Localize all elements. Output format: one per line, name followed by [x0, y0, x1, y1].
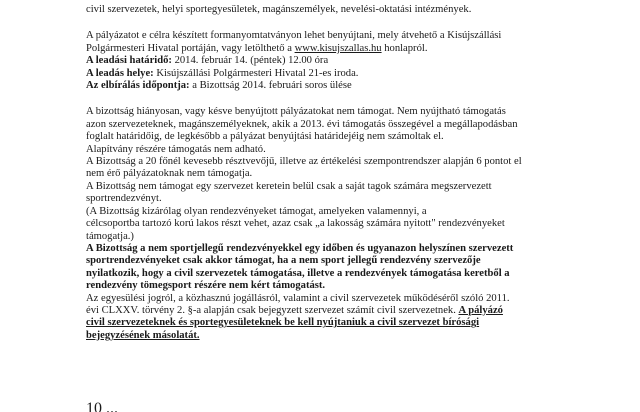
rules-line: A Bizottság a 20 főnél kevesebb résztvevőjű, illetve az értékelési szempontrendszer alapján 6 pontot el	[86, 156, 522, 168]
closing-bold-text: civil szervezeteknek és sportegyesületeknek be kell nyújtaniuk a civil szervezet bírósági	[86, 317, 480, 329]
bold-paragraph-line	[86, 243, 600, 255]
deadline-line	[86, 55, 600, 67]
website-link[interactable]: www.kisujszallas.hu	[294, 42, 382, 54]
judging-value: a Bizottság 2014. februári soros ülése	[189, 80, 352, 92]
closing-line-4	[86, 330, 600, 342]
bold-paragraph-line	[86, 280, 600, 292]
closing-line-1: Az egyesülési jogról, a közhasznú jogállásról, valamint a civil szervezetek működéséről szóló 2011.	[86, 292, 510, 304]
submit-paragraph-text: Polgármesteri Hivatal portáján, vagy letölthető a	[86, 42, 295, 54]
intro-line: civil szervezetek, helyi sportegyesületek, magánszemélyek, nevelési-oktatási intézmények.	[86, 4, 472, 15]
rules-line: célcsoportba tartozó korú lakos részt vehet, azaz csak „a lakosság számára nyitott" rendezvényeket	[86, 218, 505, 230]
rules-line: Alapítvány részére támogatás nem adható.	[86, 143, 266, 155]
cutoff-line	[86, 400, 526, 412]
bold-paragraph-text: nyilatkozik, hogy a civil szervezetek támogatása, illetve a rendezvények támogatása keretből a	[86, 267, 510, 279]
deadline-label: A leadási határidő:	[86, 55, 172, 67]
rules-line: nem érő pályázatoknak nem támogatja.	[86, 168, 253, 180]
closing-text: évi CLXXV. törvény 2. §-a alapján csak bejegyzett szervezet számít civil szervezetnek.	[86, 304, 459, 316]
bold-paragraph-line	[86, 268, 600, 280]
rules-line: támogatja.)	[86, 230, 134, 242]
bold-paragraph-text: sportrendezvényeket csak akkor támogat, ha a nem sport jellegű rendezvény szervezője	[86, 255, 481, 267]
cutoff-text: 10 ...	[86, 400, 118, 412]
judging-line	[86, 80, 600, 92]
closing-line-2	[86, 305, 600, 317]
rules-line: A bizottság hiányosan, vagy késve benyújtott pályázatokat nem támogat. Nem nyújtható támogatás	[86, 106, 506, 118]
place-line	[86, 68, 600, 80]
bold-paragraph-line	[86, 255, 600, 267]
bold-paragraph-text: A Bizottság a nem sportjellegű rendezvényekkel egy időben és ugyanazon helyszínen szervezett	[86, 242, 514, 254]
bold-paragraph-text: rendezvény tömegsport részére nem kért támogatást.	[86, 280, 326, 292]
closing-bold-text: bejegyzésének másolatát.	[86, 329, 200, 341]
rules-line: A Bizottság nem támogat egy szervezet keretein belül csak a saját tagok számára megszervezett	[86, 180, 492, 192]
closing-line-3	[86, 317, 600, 329]
closing-bold-text: A pályázó	[458, 304, 503, 316]
rules-line: azon szervezeteknek, magánszemélyeknek, akik a 2013. évi támogatás összegével a megállapodásban	[86, 118, 518, 130]
place-value: Kisújszállási Polgármesteri Hivatal 21-es iroda.	[153, 67, 359, 79]
submit-paragraph-line-2	[86, 43, 600, 55]
deadline-value: 2014. február 14. (péntek) 12.00 óra	[171, 55, 329, 67]
place-label: A leadás helye:	[86, 67, 154, 79]
submit-paragraph-line-1: A pályázatot e célra készített formanyomtatványon lehet benyújtani, mely átvehető a Kisújszállási	[86, 30, 502, 42]
rules-line: foglalt határidőig, de legkésőbb a pályázat benyújtási határidejéig nem számoltak el.	[86, 131, 444, 143]
submit-paragraph-suffix: honlapról.	[381, 42, 428, 54]
rules-line: sportrendezvényt.	[86, 193, 162, 205]
judging-label: Az elbírálás időpontja:	[86, 80, 190, 92]
rules-line: (A Bizottság kizárólag olyan rendezvényeket támogat, amelyeken valamennyi, a	[86, 205, 427, 217]
